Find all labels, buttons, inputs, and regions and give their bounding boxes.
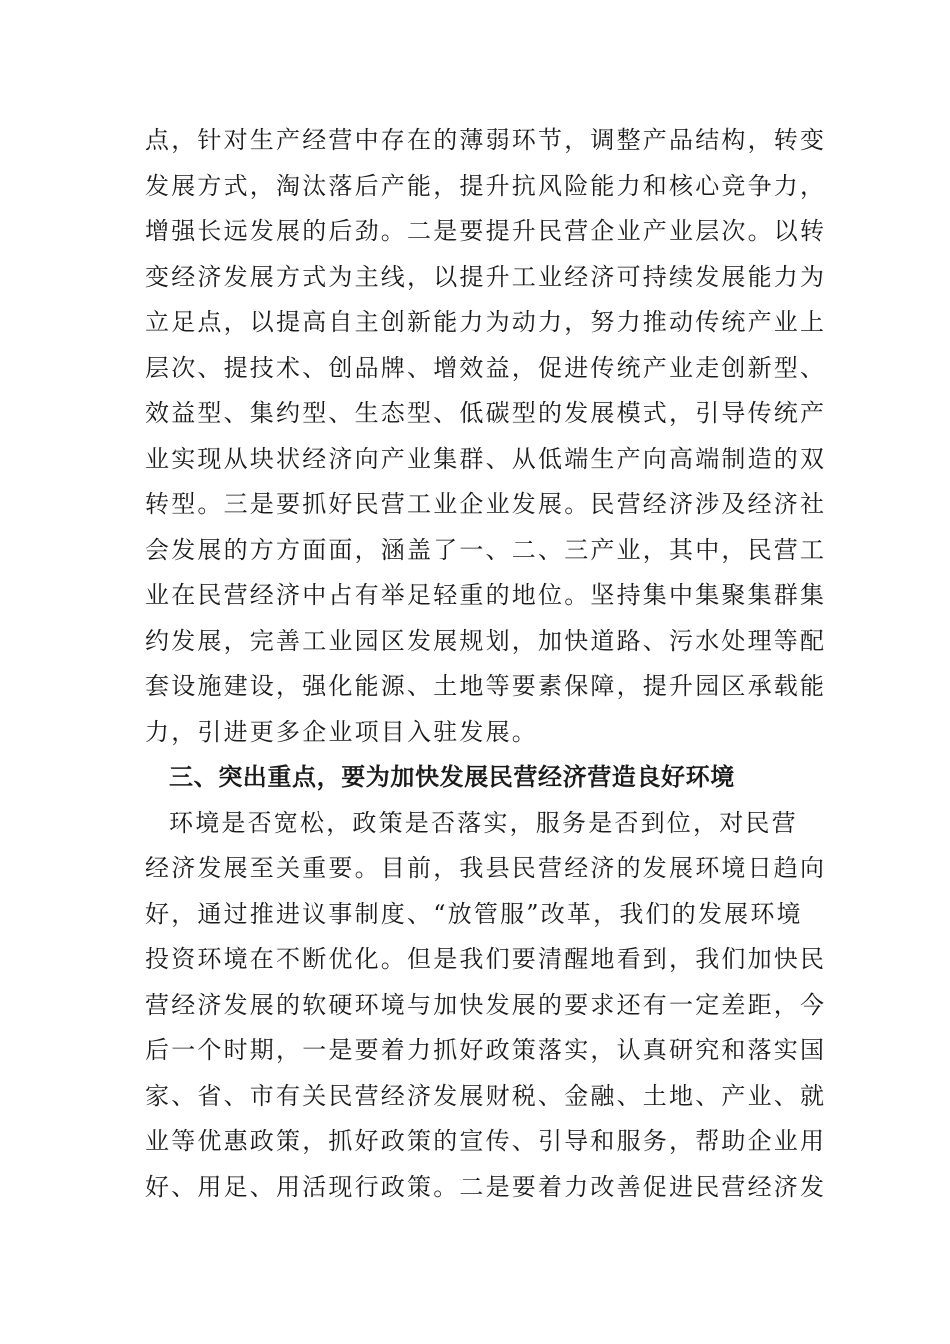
text-line: 业实现从块状经济向产业集群、从低端生产向高端制造的双 <box>145 444 827 473</box>
text-line: 增强长远发展的后劲。二是要提升民营企业产业层次。以转 <box>145 217 827 245</box>
text-line: 家、省、市有关民营经济发展财税、金融、土地、产业、就 <box>145 1081 827 1110</box>
text-line: 好、用足、用活现行政策。二是要着力改善促进民营经济发 <box>145 1172 827 1201</box>
text-line: 层次、提技术、创品牌、增效益，促进传统产业走创新型、 <box>145 353 827 382</box>
text-line: 环境是否宽松，政策是否落实，服务是否到位，对民营 <box>169 808 798 837</box>
section-heading: 三、突出重点，要为加快发展民营经济营造良好环境 <box>169 763 735 791</box>
text-line: 力，引进更多企业项目入驻发展。 <box>145 717 538 746</box>
text-line: 效益型、集约型、生态型、低碳型的发展模式，引导传统产 <box>145 399 827 427</box>
text-line: 经济发展至关重要。目前，我县民营经济的发展环境日趋向 <box>145 854 827 882</box>
text-line: 套设施建设，强化能源、土地等要素保障，提升园区承载能 <box>145 672 827 700</box>
text-line: 业等优惠政策，抓好政策的宣传、引导和服务，帮助企业用 <box>145 1127 827 1155</box>
text-line: 业在民营经济中占有举足轻重的地位。坚持集中集聚集群集 <box>145 581 827 609</box>
text-line: 会发展的方方面面，涵盖了一、二、三产业，其中，民营工 <box>145 535 827 564</box>
text-line: 立足点，以提高自主创新能力为动力，努力推动传统产业上 <box>145 308 827 336</box>
text-line: 好，通过推进议事制度、“放管服”改革，我们的发展环境 <box>145 899 803 928</box>
body-text <box>145 118 827 1210</box>
text-line: 发展方式，淘汰落后产能，提升抗风险能力和核心竞争力， <box>145 171 827 200</box>
text-line: 转型。三是要抓好民营工业企业发展。民营经济涉及经济社 <box>145 490 827 518</box>
text-line: 约发展，完善工业园区发展规划，加快道路、污水处理等配 <box>145 626 827 655</box>
text-line: 投资环境在不断优化。但是我们要清醒地看到，我们加快民 <box>145 945 827 973</box>
text-line: 点，针对生产经营中存在的薄弱环节，调整产品结构，转变 <box>145 126 827 154</box>
text-line: 营经济发展的软硬环境与加快发展的要求还有一定差距，今 <box>145 990 827 1019</box>
text-line: 变经济发展方式为主线，以提升工业经济可持续发展能力为 <box>145 262 827 291</box>
text-line: 后一个时期，一是要着力抓好政策落实，认真研究和落实国 <box>145 1036 827 1064</box>
